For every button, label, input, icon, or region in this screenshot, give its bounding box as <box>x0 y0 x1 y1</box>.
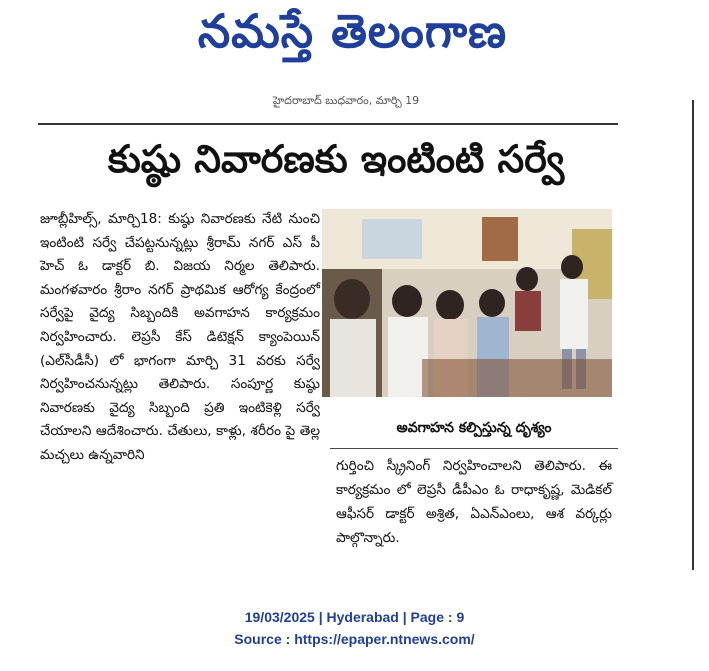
article-paragraph-right: గుర్తించి స్క్రీనింగ్ నిర్వహించాలని తెలిపారు. ఈ కార్యక్రమం లో లెప్రసీ డీపీఎం ఓ రాధాకృష్ణ, మెడికల్ ఆఫీసర్ డాక్టర్ అశ్రిత, ఏఎన్ఎంలు, ఆశ వర్కర్లు పాల్గొన్నారు. <box>336 458 612 546</box>
article-headline: కుష్ఠు నివారణకు ఇంటింటి సర్వే <box>107 137 565 181</box>
footer-source: Source : https://epaper.ntnews.com/ <box>234 631 475 647</box>
photo-caption: అవగాహన కల్పిస్తున్న దృశ్యం <box>396 420 552 436</box>
page-footer <box>0 606 709 650</box>
masthead-logo: నమస్తే తెలంగాణ <box>197 4 508 58</box>
caption-rule <box>330 448 618 449</box>
article-photo <box>322 209 612 397</box>
dateline: హైదరాబాద్ బుధవారం, మార్చి 19 <box>272 94 420 107</box>
article-body-right <box>336 454 612 550</box>
top-rule <box>38 123 618 125</box>
article-body-left <box>40 208 320 468</box>
column-divider <box>692 100 694 570</box>
footer-date-page: 19/03/2025 | Hyderabad | Page : 9 <box>244 609 465 625</box>
photo-illustration <box>322 209 612 397</box>
article-paragraph-left: జూబ్లీహిల్స్, మార్చి18: కుష్ఠు నివారణకు నేటి నుంచి ఇంటింటి సర్వే చేపట్టనున్నట్లు శ్రీరామ్ నగర్ ఎస్ పీ హెచ్ ఓ డాక్టర్ బి. విజయ నిర్మల తెలిపారు. మంగళవారం శ్రీరాం నగర్ ప్రాథమిక ఆరోగ్య కేంద్రంలో సర్వేపై వైద్య సిబ్బందికి అవగాహన కార్యక్రమం నిర్వహించారు. లెప్రసీ కేస్ డిటెక్షన్ క్యాంపెయిన్ (ఎల్‌సీడీసీ) లో భాగంగా మార్చి 31 వరకు సర్వే నిర్వహించనున్నట్లు తెలిపారు. సంపూర్ణ కుష్ఠు నివారణకు వైద్య సిబ్బంది ప్రతి ఇంటికెళ్లి సర్వే చేయాలని ఆదేశించారు. చేతులు, కాళ్లు, శరీరం పై తెల్ల మచ్చలు ఉన్నవారిని <box>40 211 320 463</box>
